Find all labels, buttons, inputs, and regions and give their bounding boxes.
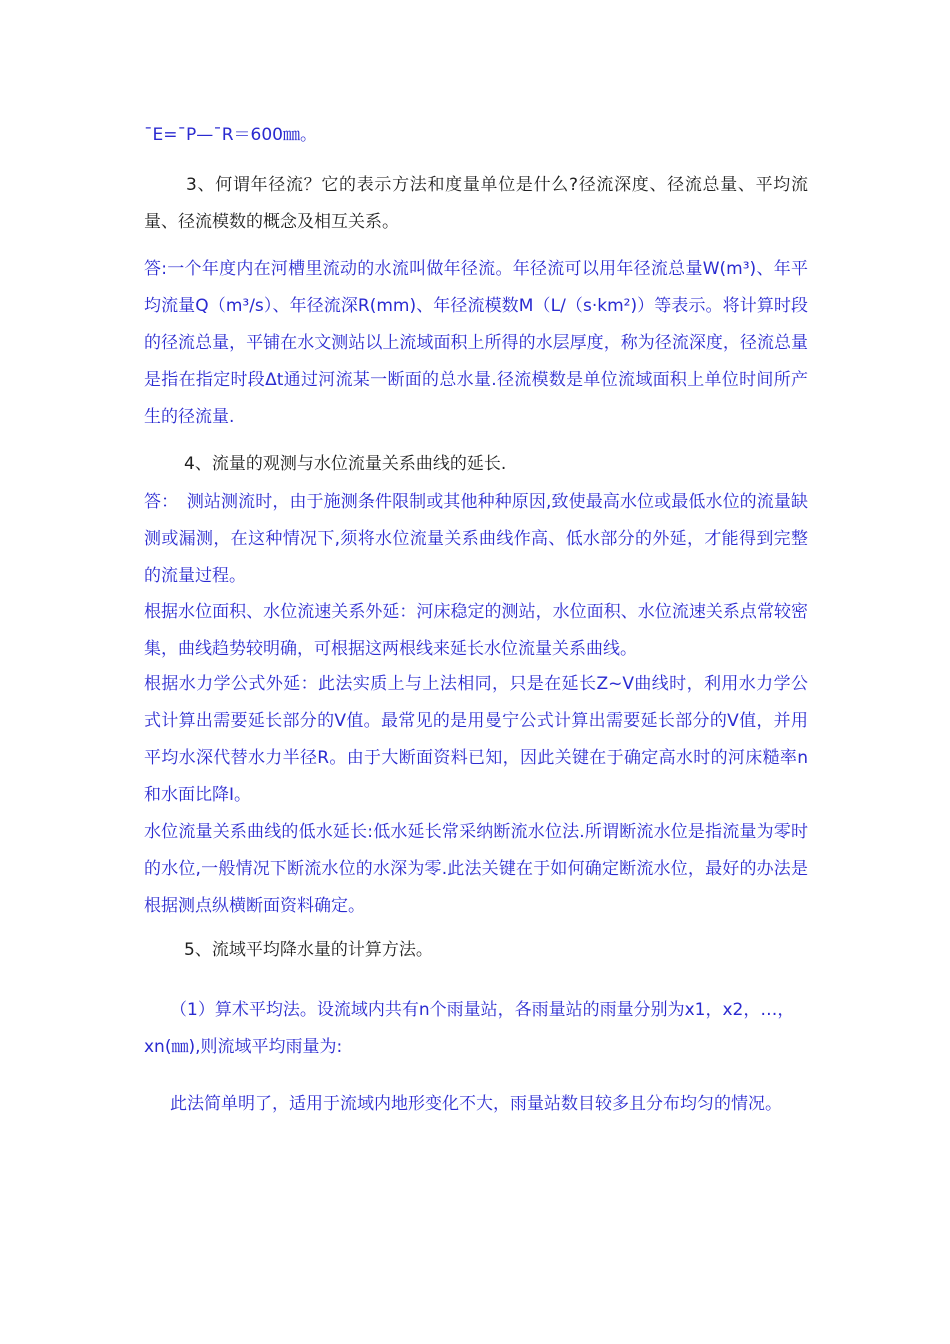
question-5: 5、流域平均降水量的计算方法。 xyxy=(184,940,433,960)
question-4: 4、流量的观测与水位流量关系曲线的延长. xyxy=(184,454,507,474)
answer-5-arithmetic-method: （1）算术平均法。设流域内共有n个雨量站，各雨量站的雨量分别为x1，x2，…，xn(㎜),则流域平均雨量为: xyxy=(144,1000,795,1057)
answer-4-intro: 答： 测站测流时，由于施测条件限制或其他种种原因,致使最高水位或最低水位的流量缺测或漏测，在这种情况下,须将水位流量关系曲线作高、低水部分的外延，才能得到完整的流量过程。 xyxy=(144,492,808,586)
answer-3: 答:一个年度内在河槽里流动的水流叫做年径流。年径流可以用年径流总量W(m³)、年平均流量Q（m³/s）、年径流深R(mm)、年径流模数M（L/（s·km²)）等表示。将计算时段的径流总量，平铺在水文测站以上流域面积上所得的水层厚度，称为径流深度，径流总量是指在指定时段Δt通过河流某一断面的总水量.径流模数是单位流域面积上单位时间所产生的径流量. xyxy=(144,259,808,427)
answer-4-hydraulics-method: 根据水力学公式外延：此法实质上与上法相同，只是在延长Z~V曲线时，利用水力学公式计算出需要延长部分的V值。最常见的是用曼宁公式计算出需要延长部分的V值，并用平均水深代替水力半径R。由于大断面资料已知，因此关键在于确定高水时的河床糙率n和水面比降I。 xyxy=(144,674,808,805)
formula-line: ¯E=¯P—¯R＝600㎜。 xyxy=(144,125,317,145)
question-3: 3、何谓年径流？它的表示方法和度量单位是什么?径流深度、径流总量、平均流量、径流模数的概念及相互关系。 xyxy=(144,175,808,232)
answer-4-low-water-method: 水位流量关系曲线的低水延长:低水延长常采纳断流水位法.所谓断流水位是指流量为零时的水位,一般情况下断流水位的水深为零.此法关键在于如何确定断流水位，最好的办法是根据测点纵横断面资料确定。 xyxy=(144,822,808,916)
answer-5-note: 此法简单明了，适用于流域内地形变化不大，雨量站数目较多且分布均匀的情况。 xyxy=(170,1094,782,1114)
answer-4-area-velocity-method: 根据水位面积、水位流速关系外延：河床稳定的测站，水位面积、水位流速关系点常较密集，曲线趋势较明确，可根据这两根线来延长水位流量关系曲线。 xyxy=(144,602,808,659)
